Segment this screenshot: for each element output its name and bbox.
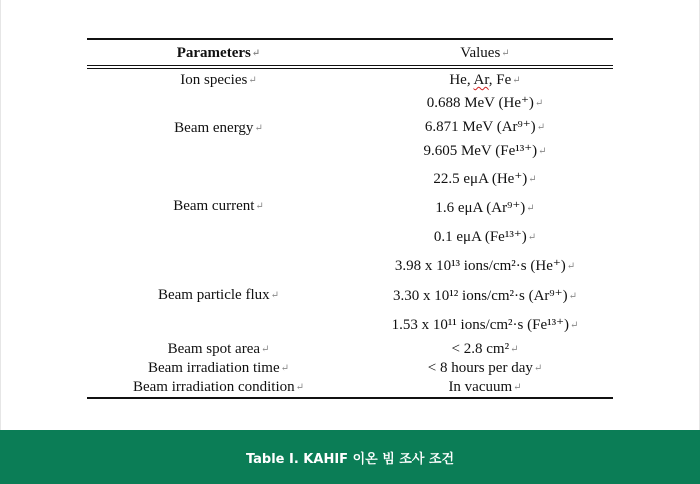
paragraph-mark-icon: ↵ — [533, 363, 543, 374]
paragraph-mark-icon: ↵ — [536, 122, 546, 133]
paragraph-mark-icon: ↵ — [534, 98, 544, 109]
param-beam-energy: Beam energy↵ — [174, 120, 263, 136]
value-beam-energy-ar: 6.871 MeV (Ar⁹⁺)↵ — [424, 119, 546, 135]
paragraph-mark-icon: ↵ — [526, 203, 535, 214]
paragraph-mark-icon: ↵ — [566, 261, 576, 272]
value-flux-ar: 3.30 x 10¹² ions/cm²·s (Ar⁹⁺)↵ — [393, 288, 577, 304]
paragraph-mark-icon: ↵ — [270, 290, 279, 301]
caption-bar — [0, 430, 700, 484]
paragraph-mark-icon: ↵ — [528, 174, 537, 185]
value-irradiation-condition: In vacuum↵ — [448, 379, 522, 395]
paragraph-mark-icon: ↵ — [527, 232, 537, 243]
param-beam-spot-area: Beam spot area↵ — [167, 341, 270, 357]
value-beam-current-he: 22.5 eμA (He⁺)↵ — [433, 171, 537, 187]
paragraph-mark-icon: ↵ — [295, 382, 304, 393]
paragraph-mark-icon: ↵ — [501, 48, 510, 59]
param-beam-current: Beam current↵ — [173, 198, 264, 214]
value-flux-fe: 1.53 x 10¹¹ ions/cm²·s (Fe¹³⁺)↵ — [391, 317, 579, 333]
paragraph-mark-icon: ↵ — [280, 363, 289, 374]
value-ion-species: He, Ar, Fe↵ — [449, 72, 521, 88]
param-beam-particle-flux: Beam particle flux↵ — [157, 287, 279, 303]
header-rule-2 — [87, 68, 613, 69]
param-ion-species: Ion species↵ — [180, 72, 257, 88]
header-values: Values↵ — [460, 45, 510, 61]
value-beam-energy-he: 0.688 MeV (He⁺)↵ — [426, 95, 544, 111]
param-irradiation-time: Beam irradiation time↵ — [147, 360, 289, 376]
header-rule-1 — [87, 65, 613, 66]
header-parameters: Parameters↵ — [176, 45, 261, 61]
table-bottom-rule — [87, 397, 613, 399]
value-beam-spot-area: < 2.8 cm²↵ — [451, 341, 519, 357]
paragraph-mark-icon: ↵ — [251, 48, 261, 59]
value-irradiation-time: < 8 hours per day↵ — [427, 360, 543, 376]
paragraph-mark-icon: ↵ — [513, 382, 522, 393]
paragraph-mark-icon: ↵ — [254, 123, 263, 134]
paragraph-mark-icon: ↵ — [512, 75, 521, 86]
paragraph-mark-icon: ↵ — [255, 201, 264, 212]
value-flux-he: 3.98 x 10¹³ ions/cm²·s (He⁺)↵ — [394, 258, 576, 274]
table-top-rule — [87, 38, 613, 40]
paragraph-mark-icon: ↵ — [570, 320, 579, 331]
paragraph-mark-icon: ↵ — [261, 344, 270, 355]
paragraph-mark-icon: ↵ — [568, 291, 577, 302]
param-irradiation-condition: Beam irradiation condition↵ — [132, 379, 304, 395]
table-caption: Table I. KAHIF 이온 빔 조사 조건 — [245, 451, 455, 467]
paragraph-mark-icon: ↵ — [538, 146, 547, 157]
value-beam-current-ar: 1.6 eμA (Ar⁹⁺)↵ — [435, 200, 535, 216]
value-beam-energy-fe: 9.605 MeV (Fe¹³⁺)↵ — [423, 143, 547, 159]
paragraph-mark-icon: ↵ — [248, 75, 257, 86]
paragraph-mark-icon: ↵ — [510, 344, 519, 355]
value-beam-current-fe: 0.1 eμA (Fe¹³⁺)↵ — [433, 229, 537, 245]
